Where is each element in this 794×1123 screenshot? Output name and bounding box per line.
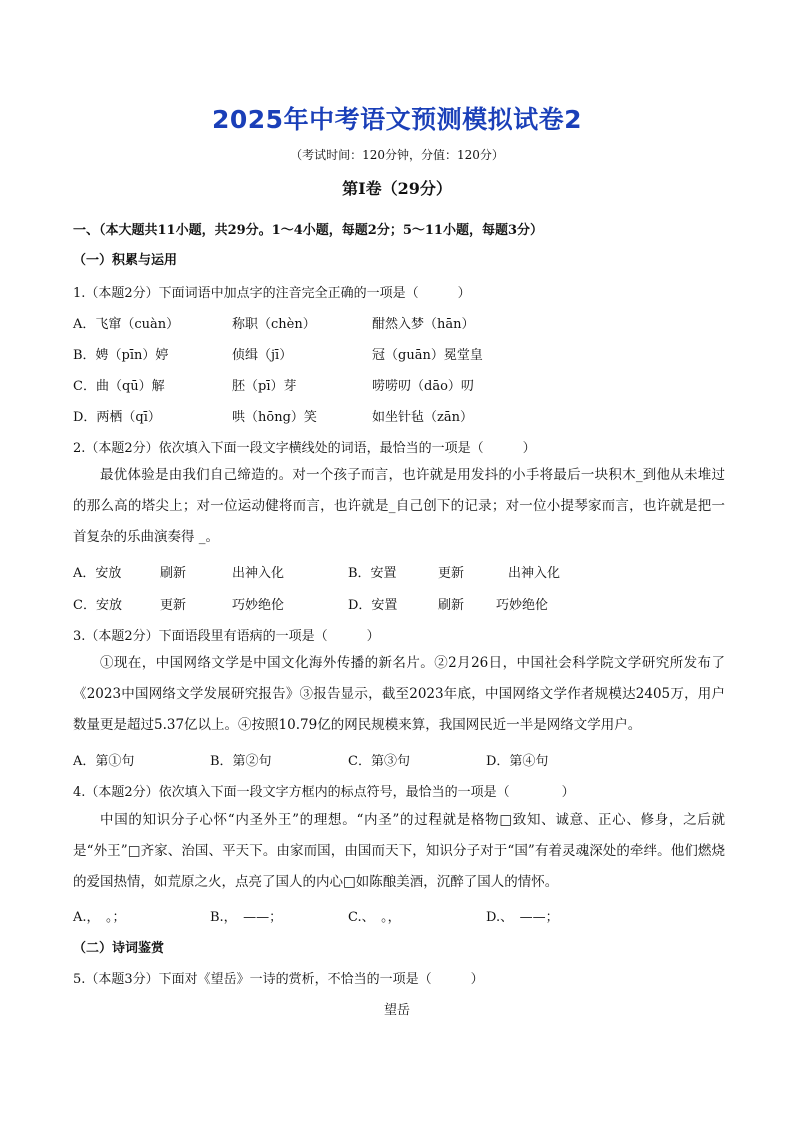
q2-option-d-3: 巧妙绝伦: [496, 598, 549, 613]
q2-option-a-3: 出神入化: [232, 566, 285, 581]
q2-option-d-2: 刷新: [438, 598, 465, 613]
q4-option-b: B.， ——；: [210, 910, 283, 925]
q3-option-d: D．第④句: [486, 754, 549, 769]
q1-option-a-3: 酣然入梦（hān）: [372, 317, 475, 332]
q1-option-a-2: 称职（chèn）: [232, 317, 316, 332]
q4-option-a: A.， 。；: [73, 910, 126, 925]
q1-option-c-2: 胚（pī）芽: [232, 379, 297, 394]
q3-passage: ①现在，中国网络文学是中国文化海外传播的新名片。②2月26日，中国社会科学院文学研究所发布了《2023中国网络文学发展研究报告》③报告显示，截至2023年底，中国网络文学作者规模达2405万，用户数量更是超过5.37亿以上。④按照10.79亿的网民规模来算，我国网民近一半是网络文学用户。: [73, 655, 725, 733]
subsection1-heading: （一）积累与运用: [73, 253, 178, 268]
q1-option-c-1: C．曲（qū）解: [73, 379, 165, 394]
q2-option-b-3: 出神入化: [508, 566, 561, 581]
q4-option-d: D.、 ——；: [486, 910, 559, 925]
q2-stem: 2.（本题2分）依次填入下面一段文字横线处的词语，最恰当的一项是（ ）: [73, 441, 536, 456]
q4-stem: 4.（本题2分）依次填入下面一段文字方框内的标点符号，最恰当的一项是（ ）: [73, 785, 575, 800]
q1-option-d-3: 如坐针毡（zān）: [372, 410, 473, 425]
q1-option-b-3: 冠（guān）冕堂皇: [372, 348, 483, 363]
q1-option-d-2: 哄（hōng）笑: [232, 410, 317, 425]
exam-subtitle: （考试时间：120分钟，分值：120分）: [290, 148, 504, 162]
q5-stem: 5.（本题3分）下面对《望岳》一诗的赏析，不恰当的一项是（ ）: [73, 972, 484, 987]
subsection2-heading: （二）诗词鉴赏: [73, 941, 165, 956]
q2-option-d-1: D．安置: [348, 598, 398, 613]
q3-option-c: C．第③句: [348, 754, 410, 769]
q3-option-a: A．第①句: [73, 754, 135, 769]
exam-title: 2025年中考语文预测模拟试卷2: [212, 105, 582, 134]
q1-option-c-3: 唠唠叨（dāo）叨: [372, 379, 474, 394]
q2-option-a-1: A．安放: [73, 566, 122, 581]
section1-header: 一、（本大题共11小题，共29分。1～4小题，每题2分；5～11小题，每题3分）: [73, 223, 543, 238]
q4-option-c: C.、 。，: [348, 910, 401, 925]
poem-title: 望岳: [383, 1003, 410, 1018]
q2-option-c-2: 更新: [160, 598, 187, 613]
q2-passage: 最优体验是由我们自己缔造的。对一个孩子而言，也许就是用发抖的小手将最后一块积木_到他从未堆过的那么高的塔尖上；对一位运动健将而言，也许就是_自己创下的记录；对一位小提琴家而言，也许就是把一首复杂的乐曲演奏得 _。: [73, 467, 725, 545]
q1-option-b-2: 侦缉（jī）: [232, 348, 293, 363]
q3-stem: 3.（本题2分）下面语段里有语病的一项是（ ）: [73, 629, 380, 644]
q2-option-a-2: 刷新: [160, 566, 187, 581]
q4-passage: 中国的知识分子心怀“内圣外王”的理想。“内圣”的过程就是格物□致知、诚意、正心、修身，之后就是“外王”□齐家、治国、平天下。由家而国，由国而天下，知识分子对于“国”有着灵魂深处的牵绊。他们燃烧的爱国热情，如荒原之火，点亮了国人的内心□如陈酿美酒，沉醉了国人的情怀。: [73, 812, 725, 890]
q1-stem: 1.（本题2分）下面词语中加点字的注音完全正确的一项是（ ）: [73, 286, 471, 301]
q3-option-b: B．第②句: [210, 754, 272, 769]
q1-option-a-1: A．飞窜（cuàn）: [73, 317, 180, 332]
part-title: 第Ⅰ卷（29分）: [342, 179, 452, 198]
q2-option-c-1: C．安放: [73, 598, 122, 613]
q2-option-b-1: B．安置: [348, 566, 397, 581]
q1-option-d-1: D．两栖（qī）: [73, 410, 161, 425]
q2-option-c-3: 巧妙绝伦: [232, 598, 285, 613]
q2-option-b-2: 更新: [438, 566, 465, 581]
q1-option-b-1: B．娉（pīn）婷: [73, 348, 169, 363]
